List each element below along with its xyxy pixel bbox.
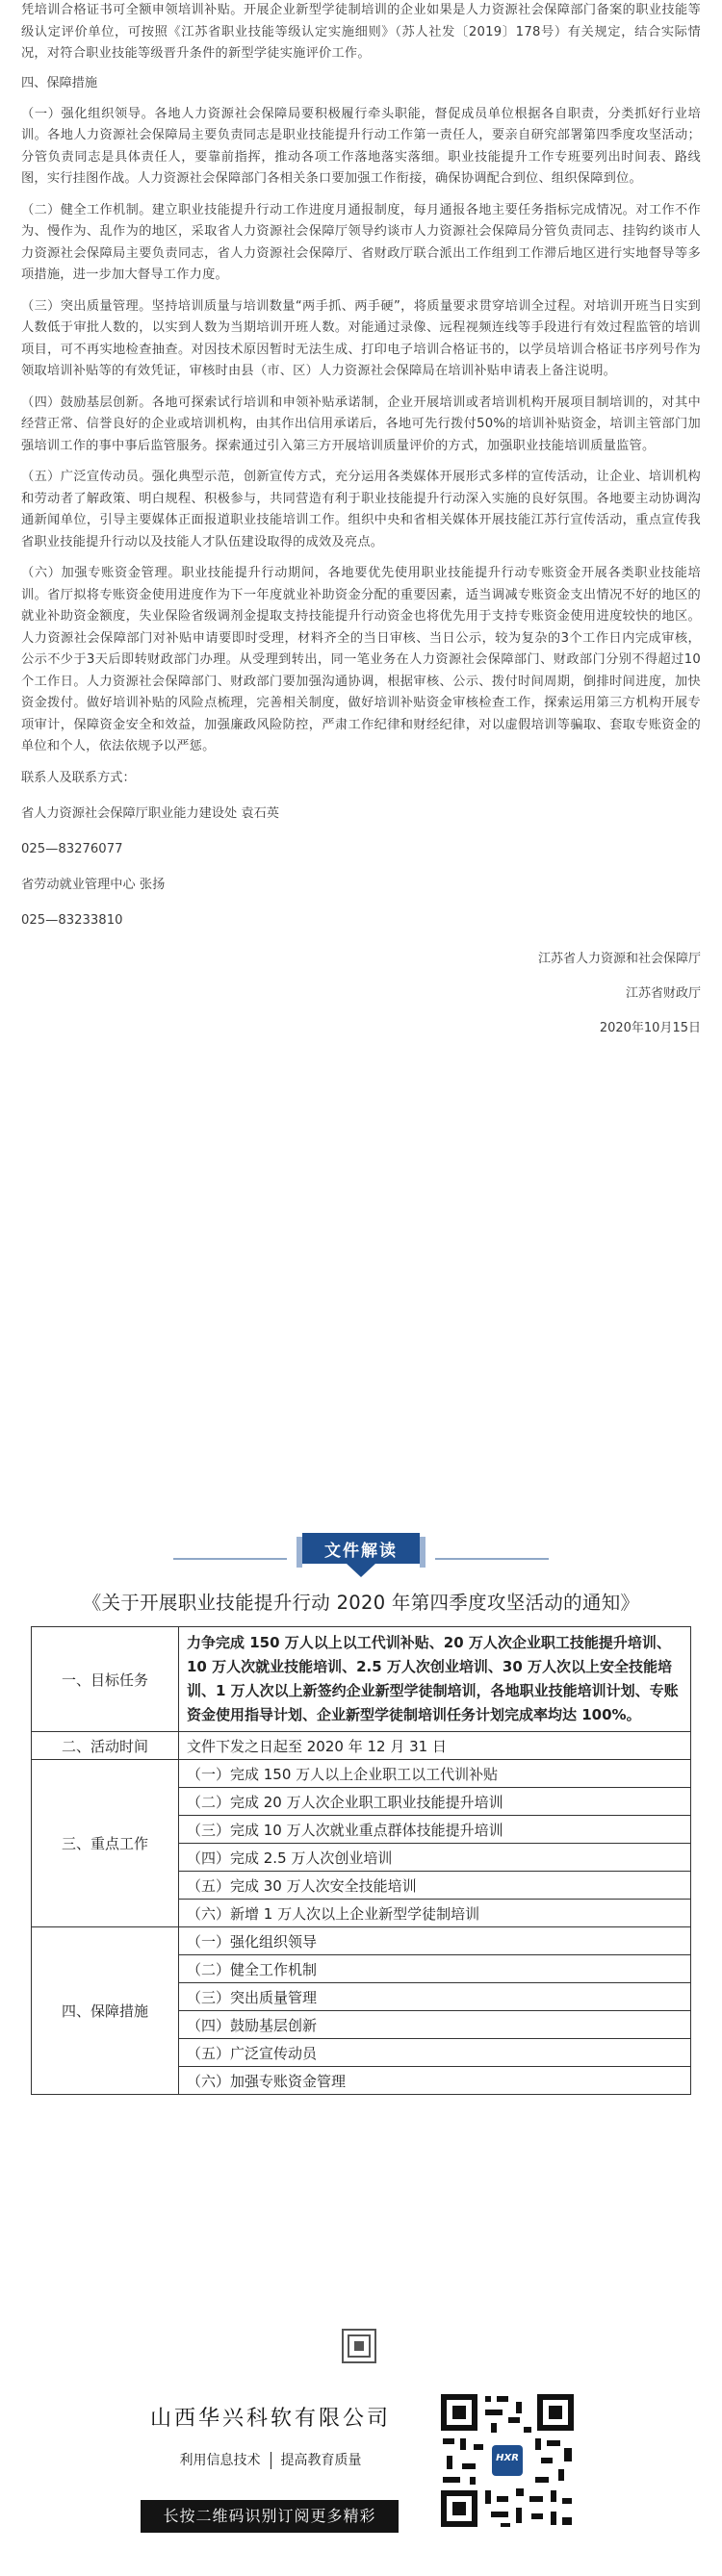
issuer-finance: 江苏省财政厅 <box>625 985 701 1001</box>
summary-table <box>31 1626 691 2095</box>
measure-item: （六）加强专账资金管理 <box>179 2067 691 2095</box>
measure-item: （三）突出质量管理 <box>179 1983 691 2011</box>
contact-line: 省人力资源社会保障厅职业能力建设处 袁石英 <box>21 805 279 821</box>
table-row <box>32 1627 691 1732</box>
measure-item: （二）健全工作机制 <box>179 1955 691 1983</box>
goal-label: 一、目标任务 <box>32 1627 179 1732</box>
time-text: 文件下发之日起至 2020 年 12 月 31 日 <box>179 1732 691 1760</box>
table-row <box>32 1760 691 1788</box>
issue-date: 2020年10月15日 <box>599 1020 701 1035</box>
intro-paragraph: 凭培训合格证书可全额申领培训补贴。开展企业新型学徒制培训的企业如果是人力资源社会保障部门备案的职业技能等级认定评价单位，可按照《江苏省职业技能等级认定实施细则》（苏人社发〔2019〕178号）有关规定，结合实际情况，对符合职业技能等级晋升条件的新型学徒实施评价工作。 <box>21 3 701 61</box>
measure-item: （四）鼓励基层创新 <box>179 2011 691 2039</box>
measure-label: 四、保障措施 <box>32 1927 179 2095</box>
summary-table-title: 《关于开展职业技能提升行动 2020 年第四季度攻坚活动的通知》 <box>82 1592 640 1614</box>
contact-phone: 025—83276077 <box>21 841 123 856</box>
qr-scan-icon <box>342 2329 376 2363</box>
slogans <box>133 2450 408 2469</box>
focus-item: （五）完成 30 万人次安全技能培训 <box>179 1872 691 1900</box>
focus-item: （二）完成 20 万人次企业职工职业技能提升培训 <box>179 1788 691 1816</box>
measure-paragraph-1: （一）强化组织领导。各地人力资源社会保障局要积极履行牵头职能，督促成员单位根据各自职责，分类抓好行业培训。各地人力资源社会保障局主要负责同志是职业技能提升行动工作第一责任人，要亲自研究部署第四季度攻坚活动；分管负责同志是具体责任人，要靠前指挥，推动各项工作落地落实落细。职业技能提升工作专班要列出时间表、路线图，实行挂图作战。人力资源社会保障部门各相关条口要加强工作衔接，确保协调配合到位、组织保障到位。 <box>21 106 701 186</box>
qr-logo-text: HXR <box>496 2453 519 2463</box>
focus-item: （六）新增 1 万人次以上企业新型学徒制培训 <box>179 1900 691 1927</box>
slogan-left: 利用信息技术 <box>179 2453 261 2468</box>
measure-paragraph-6: （六）加强专账资金管理。职业技能提升行动期间，各地要优先使用职业技能提升行动专账资金开展各类职业技能培训。省厅拟将专账资金使用进度作为下一年度就业补助资金分配的重要因素，适当调减专账资金支出情况不好的地区的就业补助资金额度，失业保险省级调剂金提取支持技能提升行动资金也将优先用于支持专账资金使用进度较快的地区。人力资源社会保障部门对补贴申请要即时受理，材料齐全的当日审核、当日公示，较为复杂的3个工作日内完成审核，公示不少于3天后即转财政部门办理。从受理到转出，同一笔业务在人力资源社会保障部门、财政部门分别不得超过10个工作日。人力资源社会保障部门、财政部门要加强沟通协调，根据审核、公示、拨付时间周期，倒排时间进度，加快资金拨付。做好培训补贴的风险点梳理，完善相关制度，做好培训补贴资金审核检查工作，探索运用第三方机构开展专项审计，保障资金安全和效益，加强廉政风险防控，严肃工作纪律和财经纪律，对以虚假培训等骗取、套取专账资金的单位和个人，依法依规予以严惩。 <box>21 566 701 753</box>
time-label: 二、活动时间 <box>32 1732 179 1760</box>
goal-text: 力争完成 150 万人以上以工代训补贴、20 万人次企业职工技能提升培训、10 万人次就业技能培训、2.5 万人次创业培训、30 万人次以上安全技能培训、1 万人次以上新签约企业新型学徒制培训，各地职业技能培训计划、专账资金使用指导计划、企业新型学徒制培训任务计划完成率均达 100%。 <box>179 1627 691 1732</box>
contacts-block <box>21 768 701 931</box>
company-name: 山西华兴科软有限公司 <box>149 2407 391 2431</box>
document-interpretation-banner <box>289 1525 433 1585</box>
contacts-heading: 联系人及联系方式： <box>21 770 136 785</box>
article-body <box>21 0 701 1053</box>
slogan-right: 提高教育质量 <box>280 2453 362 2468</box>
measure-paragraph-5: （五）广泛宣传动员。强化典型示范，创新宣传方式，充分运用各类媒体开展形式多样的宣传活动，让企业、培训机构和劳动者了解政策、明白规程、积极参与，共同营造有利于职业技能提升行动深入实施的良好氛围。各地要主动协调沟通新闻单位，引导主要媒体正面报道职业技能培训工作。组织中央和省相关媒体开展技能江苏行宣传活动，重点宣传我省职业技能提升行动以及技能人才队伍建设取得的成效及亮点。 <box>21 470 701 549</box>
section-heading: 四、保障措施 <box>21 75 98 90</box>
focus-item: （三）完成 10 万人次就业重点群体技能提升培训 <box>179 1816 691 1844</box>
contact-phone: 025—83233810 <box>21 912 123 928</box>
contact-line: 省劳动就业管理中心 张扬 <box>21 877 166 892</box>
subscribe-cta: 长按二维码识别订阅更多精彩 <box>141 2500 399 2533</box>
focus-item: （一）完成 150 万人以上企业职工以工代训补贴 <box>179 1760 691 1788</box>
measure-item: （一）强化组织领导 <box>179 1927 691 1955</box>
banner-label: 文件解读 <box>324 1542 398 1561</box>
table-row <box>32 1927 691 1955</box>
measure-paragraph-4: （四）鼓励基层创新。各地可探索试行培训和申领补贴承诺制，企业开展培训或者培训机构开展项目制培训的，对其中经营正常、信誉良好的企业或培训机构，由其作出信用承诺后，各地可先行拨付50%的培训补贴资金，培训主管部门加强培训工作的事中事后监管服务。探索通过引入第三方开展培训质量评价的方式，加强职业技能培训质量监管。 <box>21 395 701 453</box>
focus-item: （四）完成 2.5 万人次创业培训 <box>179 1844 691 1872</box>
measure-paragraph-3: （三）突出质量管理。坚持培训质量与培训数量“两手抓、两手硬”，将质量要求贯穿培训全过程。对培训开班当日实到人数低于审批人数的，以实到人数为当期培训开班人数。对能通过录像、远程视频连线等手段进行有效过程监管的培训项目，可不再实地检查抽查。对因技术原因暂时无法生成、打印电子培训合格证书的，以学员培训合格证书序列号作为领取培训补贴等的有效凭证，审核时由县（市、区）人力资源社会保障局在培训补贴申请表上备注说明。 <box>21 298 701 378</box>
issuer-hrss: 江苏省人力资源和社会保障厅 <box>537 951 701 966</box>
measure-item: （五）广泛宣传动员 <box>179 2039 691 2067</box>
measure-paragraph-2: （二）健全工作机制。建立职业技能提升行动工作进度月通报制度，每月通报各地主要任务指标完成情况。对工作不作为、慢作为、乱作为的地区，采取省人力资源社会保障厅领导约谈市人力资源社会保障局分管负责同志、挂钩约谈市人力资源社会保障局主要负责同志，省人力资源社会保障厅、省财政厅联合派出工作组到工作滞后地区进行实地督导等多项措施，进一步加大督导工作力度。 <box>21 202 701 282</box>
table-row <box>32 1732 691 1760</box>
focus-label: 三、重点工作 <box>32 1760 179 1927</box>
footer-card <box>133 2388 614 2557</box>
